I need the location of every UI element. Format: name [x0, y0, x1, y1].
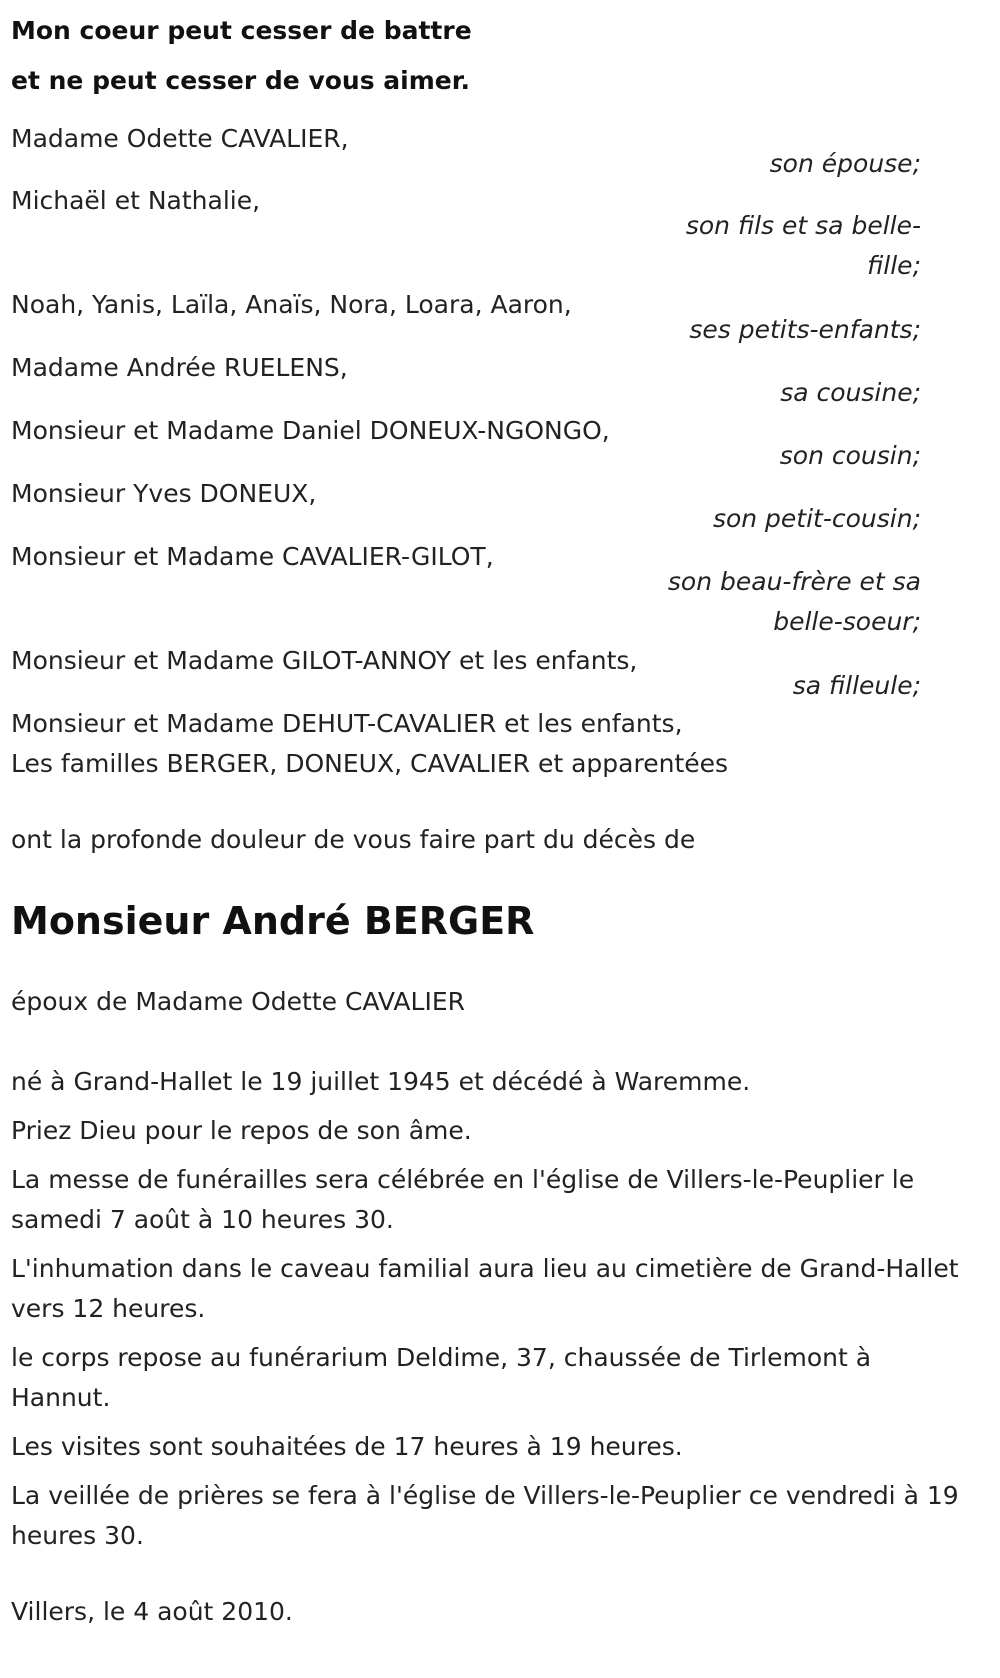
detail-paragraph: L'inhumation dans le caveau familial aura lieu au cimetière de Grand-Hallet vers 12 heures. [11, 1254, 959, 1323]
family-row [11, 120, 991, 182]
family-extra-line: Les familles BERGER, DONEUX, CAVALIER et apparentées [11, 749, 729, 778]
family-member-relation: sa filleule; [792, 671, 921, 700]
family-member-name: Monsieur Yves DONEUX, [11, 479, 317, 508]
family-row [11, 642, 991, 704]
detail-paragraph: La veillée de prières se fera à l'église de Villers-le-Peuplier ce vendredi à 19 heures 30. [11, 1481, 959, 1550]
family-extra-line: Monsieur et Madame DEHUT-CAVALIER et les enfants, [11, 709, 683, 738]
family-row [11, 349, 991, 412]
obituary-document [11, 0, 991, 1632]
detail-paragraph: Priez Dieu pour le repos de son âme. [11, 1116, 472, 1145]
family-row [11, 286, 991, 349]
deceased-name: Monsieur André BERGER [11, 899, 535, 943]
dateline: Villers, le 4 août 2010. [11, 1597, 293, 1626]
family-member-name: Monsieur et Madame CAVALIER-GILOT, [11, 542, 494, 571]
family-member-name: Madame Odette CAVALIER, [11, 124, 349, 153]
family-member-name: Monsieur et Madame Daniel DONEUX-NGONGO, [11, 416, 610, 445]
epigraph-line-1: Mon coeur peut cesser de battre [11, 16, 472, 45]
spouse-line: époux de Madame Odette CAVALIER [11, 987, 465, 1016]
family-member-relation: son cousin; [779, 441, 921, 470]
family-member-name: Monsieur et Madame GILOT-ANNOY et les enfants, [11, 646, 638, 675]
family-member-relation: son épouse; [769, 149, 921, 178]
family-member-relation: son fils et sa belle-fille; [685, 211, 921, 280]
family-member-name: Michaël et Nathalie, [11, 186, 261, 215]
detail-paragraph: né à Grand-Hallet le 19 juillet 1945 et décédé à Waremme. [11, 1067, 751, 1096]
detail-paragraph: le corps repose au funérarium Deldime, 37, chaussée de Tirlemont à Hannut. [11, 1343, 872, 1412]
family-list [11, 120, 991, 784]
family-row [11, 182, 991, 286]
epigraph [11, 6, 991, 106]
family-member-relation: sa cousine; [780, 378, 921, 407]
family-member-name: Noah, Yanis, Laïla, Anaïs, Nora, Loara, Aaron, [11, 290, 572, 319]
detail-paragraph: La messe de funérailles sera célébrée en l'église de Villers-le-Peuplier le samedi 7 août à 10 heures 30. [11, 1165, 915, 1234]
family-row [11, 412, 991, 475]
family-member-relation: ses petits-enfants; [689, 315, 921, 344]
epigraph-line-2: et ne peut cesser de vous aimer. [11, 66, 471, 95]
family-row [11, 538, 991, 642]
detail-paragraph: Les visites sont souhaitées de 17 heures à 19 heures. [11, 1432, 683, 1461]
family-member-relation: son petit-cousin; [712, 504, 921, 533]
family-member-name: Madame Andrée RUELENS, [11, 353, 348, 382]
family-row [11, 475, 991, 538]
family-member-relation: son beau-frère et sa belle-soeur; [667, 567, 921, 636]
announcement-text: ont la profonde douleur de vous faire part du décès de [11, 825, 696, 854]
funeral-details [11, 1062, 971, 1556]
